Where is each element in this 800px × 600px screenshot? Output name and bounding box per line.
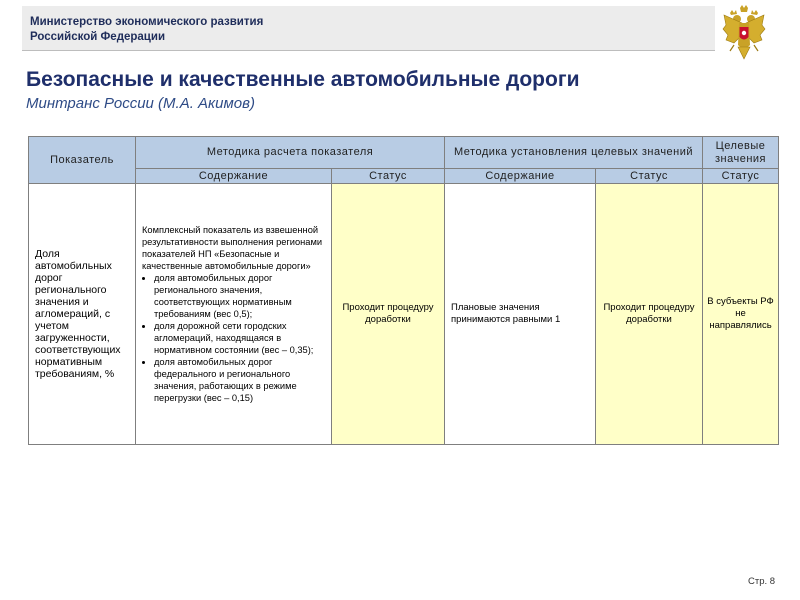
indicator-cell: Доля автомобильных дорог регионального значения и агломераций, с учетом загруженности, соответствующих нормативным требованиям, %	[29, 184, 136, 445]
target-status-cell: Проходит процедуру доработки	[596, 184, 703, 445]
subheader-content-2: Содержание	[445, 169, 596, 184]
indicator-table	[28, 136, 779, 445]
page-subtitle: Минтранс России (М.А. Акимов)	[26, 95, 255, 112]
calc-method-cell	[136, 184, 332, 445]
ministry-name	[30, 15, 263, 45]
header-calc-method: Методика расчета показателя	[136, 137, 445, 169]
subheader-status-2: Статус	[596, 169, 703, 184]
ministry-line-1: Министерство экономического развития	[30, 16, 264, 28]
calc-intro: Комплексный показатель из взвешенной результативности выполнения регионами показателей НП «Безопасные и качественные автомобильные дороги»	[142, 225, 323, 271]
subheader-status-3: Статус	[703, 169, 779, 184]
calc-status-cell: Проходит процедуру доработки	[332, 184, 445, 445]
header-target-values: Целевые значения	[703, 137, 779, 169]
list-item: • доля автомобильных дорог федерального и регионального значения, работающих в режиме перегрузки (вес – 0,15)	[154, 356, 329, 404]
values-status-cell: В субъекты РФ не направлялись	[703, 184, 779, 445]
ministry-line-2: Российской Федерации	[30, 31, 166, 43]
subheader-content-1: Содержание	[136, 169, 332, 184]
russian-coat-of-arms-icon	[722, 5, 766, 63]
page-number: Стр. 8	[748, 576, 776, 587]
list-item: • доля дорожной сети городских агломераций, находящаяся в нормативном состоянии (вес – 0,35);	[154, 320, 329, 356]
header-indicator: Показатель	[29, 137, 136, 184]
table-row	[29, 184, 779, 445]
target-content-cell: Плановые значения принимаются равными 1	[445, 184, 596, 445]
list-item: • доля автомобильных дорог регионального значения, соответствующих нормативным требованиям (вес 0,5);	[154, 272, 329, 320]
calc-items-list	[142, 272, 329, 404]
header-target-method: Методика установления целевых значений	[445, 137, 703, 169]
page-title: Безопасные и качественные автомобильные дороги	[26, 68, 580, 91]
subheader-status-1: Статус	[332, 169, 445, 184]
